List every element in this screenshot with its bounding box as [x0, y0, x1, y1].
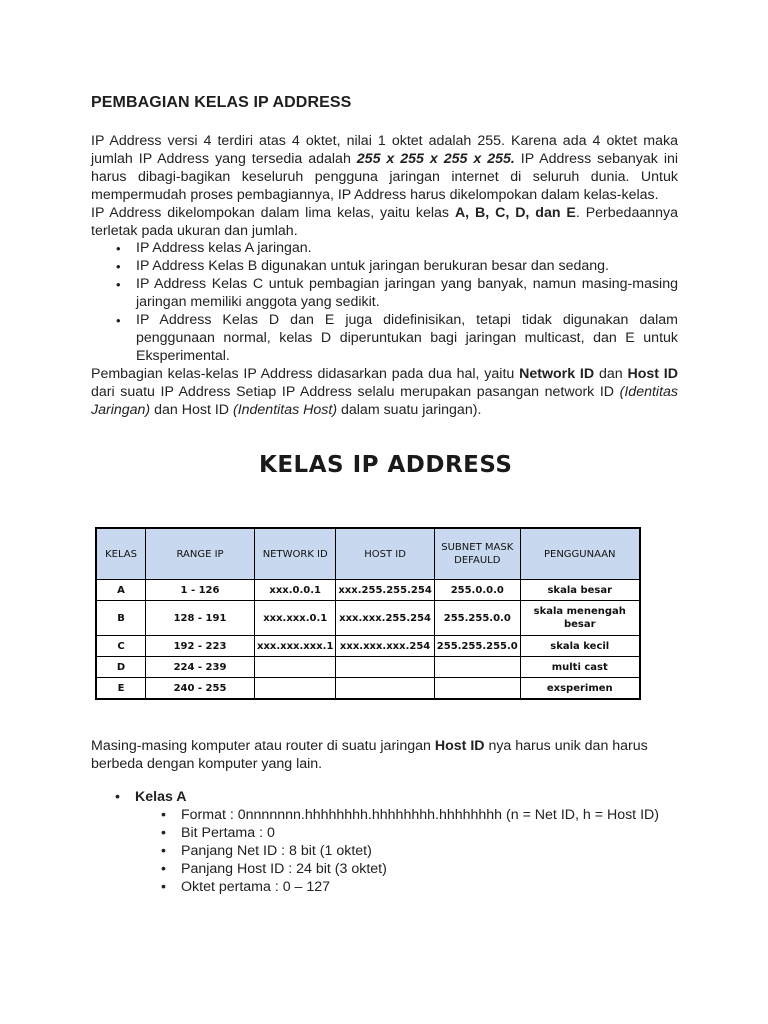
table-cell: xxx.xxx.xxx.1 [255, 636, 336, 657]
emphasis-text: Host ID [434, 738, 485, 754]
table-row [96, 601, 640, 636]
table-cell [434, 678, 520, 700]
page-title: PEMBAGIAN KELAS IP ADDRESS [91, 94, 352, 111]
table-cell: xxx.255.255.254 [336, 580, 434, 601]
list-item: • Bit Pertama : 0 [181, 825, 678, 843]
table-cell [336, 678, 434, 700]
table-cell: 128 - 191 [146, 601, 255, 636]
table-cell: multi cast [520, 657, 640, 678]
table-cell: 255.255.255.0 [434, 636, 520, 657]
table-row [96, 636, 640, 657]
table-header-cell: HOST ID [336, 528, 434, 580]
class-bullet-list [91, 240, 678, 365]
text: dan Host ID [150, 401, 233, 418]
table-cell: skala besar [520, 580, 640, 601]
list-item: • IP Address Kelas C untuk pembagian jaringan yang banyak, namun masing-masing jaringan memiliki anggota yang sedikit. [136, 276, 678, 312]
table-header-cell: RANGE IP [146, 528, 255, 580]
table-cell: xxx.xxx.0.1 [255, 601, 336, 636]
intro-section [91, 133, 678, 420]
table-cell: exsperimen [520, 678, 640, 700]
table-cell: 1 - 126 [146, 580, 255, 601]
list-item: • IP Address Kelas D dan E juga didefinisikan, tetapi tidak digunakan dalam penggunaan normal, kelas D diperuntukan bagi jaringan multicast, dan E untuk Eksperimental. [136, 312, 678, 366]
emphasis-text: Network ID [519, 365, 595, 382]
table-cell: C [96, 636, 146, 657]
table-header-cell: KELAS [96, 528, 146, 580]
list-item: • Panjang Host ID : 24 bit (3 oktet) [181, 861, 678, 879]
table-cell: E [96, 678, 146, 700]
table-cell: xxx.xxx.255.254 [336, 601, 434, 636]
table-cell: B [96, 601, 146, 636]
table-header-cell: SUBNET MASK DEFAULD [434, 528, 520, 580]
table-cell: 255.255.0.0 [434, 601, 520, 636]
emphasis-text: Host ID [627, 365, 678, 382]
table-cell: 192 - 223 [146, 636, 255, 657]
table-cell [255, 657, 336, 678]
list-item: • IP Address kelas A jaringan. [136, 240, 678, 258]
table-cell: 240 - 255 [146, 678, 255, 700]
table-cell: 224 - 239 [146, 657, 255, 678]
text: . Perbedaannya terletak pada ukuran dan jumlah. [91, 204, 678, 239]
emphasis-text: A, B, C, D, dan E [454, 204, 576, 221]
table-cell [336, 657, 434, 678]
table-header-cell: PENGGUNAAN [520, 528, 640, 580]
table-row [96, 657, 640, 678]
list-item: • IP Address Kelas B digunakan untuk jaringan berukuran besar dan sedang. [136, 258, 678, 276]
table-cell: 255.0.0.0 [434, 580, 520, 601]
table-header-row [96, 528, 640, 580]
paragraph-host-id [91, 738, 678, 774]
text: Masing-masing komputer atau router di suatu jaringan [91, 738, 435, 754]
text: nya harus unik dan harus berbeda dengan komputer yang lain. [91, 738, 648, 772]
table-row [96, 580, 640, 601]
table-cell [255, 678, 336, 700]
kelas-a-list [91, 807, 678, 897]
text: dalam suatu jaringan). [337, 401, 482, 418]
list-item: • Oktet pertama : 0 – 127 [181, 879, 678, 897]
text: dan [594, 365, 628, 382]
kelas-a-heading: • Kelas A [91, 789, 678, 807]
table-header-cell: NETWORK ID [255, 528, 336, 580]
table-cell: skala menengah besar [520, 601, 640, 636]
text: IP Address sebanyak ini harus dibagi-bagikan keseluruh pengguna jaringan internet di seluruh dunia. Untuk mempermudah proses pembagiannya, IP Address harus dikelompokan dalam kelas-kelas. [91, 150, 679, 203]
table-cell: A [96, 580, 146, 601]
table-cell: skala kecil [520, 636, 640, 657]
paragraph-network-host [91, 366, 678, 420]
paragraph-ipv4 [91, 133, 678, 205]
table-cell: D [96, 657, 146, 678]
kelas-a-section [91, 789, 678, 896]
table-cell [434, 657, 520, 678]
table-cell: xxx.0.0.1 [255, 580, 336, 601]
list-item: • Panjang Net ID : 8 bit (1 oktet) [181, 843, 678, 861]
italic-text: (Indentitas Host) [232, 401, 338, 418]
text: dari suatu IP Address Setiap IP Address selalu merupakan pasangan network ID [91, 383, 620, 400]
emphasis-text: 255 x 255 x 255 x 255. [356, 150, 515, 167]
table-cell: xxx.xxx.xxx.254 [336, 636, 434, 657]
table-row [96, 678, 640, 700]
text: IP Address dikelompokan dalam lima kelas, yaitu kelas [91, 204, 455, 221]
paragraph-classes [91, 205, 678, 241]
table-image-heading: KELAS IP ADDRESS [259, 452, 513, 478]
italic-text: (Identitas Jaringan) [91, 383, 678, 418]
text: Pembagian kelas-kelas IP Address didasarkan pada dua hal, yaitu [91, 365, 520, 382]
list-item: • Format : 0nnnnnnn.hhhhhhhh.hhhhhhhh.hhhhhhhh (n = Net ID, h = Host ID) [181, 807, 678, 825]
text: IP Address versi 4 terdiri atas 4 oktet, nilai 1 oktet adalah 255. Karena ada 4 oktet maka jumlah IP Address yang tersedia adalah [91, 133, 678, 167]
ip-class-table [95, 527, 641, 700]
